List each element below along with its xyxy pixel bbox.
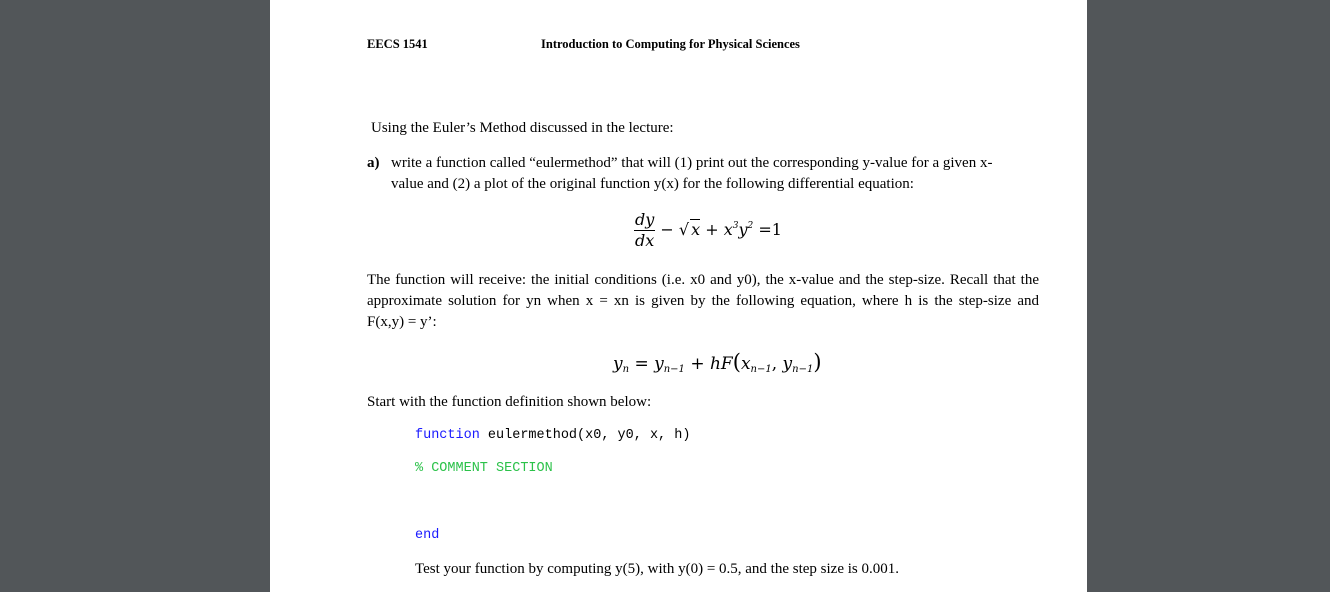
code-function-line [415, 428, 690, 443]
test-text: Test your function by computing y(5), with y(0) = 0.5, and the step size is 0.001. [415, 561, 899, 577]
part-a-label: a) [367, 155, 380, 171]
euler-equation: $y_n = y_{n-1} + hF(x_{n-1}$, $y_{n-1}$) [613, 350, 822, 375]
paragraph-line-3: F(x,y) = y’: [367, 314, 437, 330]
derivative-fraction: $\frac{dy}{dx}$ [635, 210, 655, 250]
course-code: EECS 1541 [367, 37, 428, 51]
start-text: Start with the function definition shown below: [367, 394, 652, 410]
course-title: Introduction to Computing for Physical Sciences [541, 37, 800, 51]
code-comment: % COMMENT SECTION [415, 461, 553, 476]
sqrt-symbol: √ [678, 220, 690, 239]
code-signature: eulermethod(x0, y0, x, h) [479, 428, 691, 443]
document-page [270, 0, 1087, 592]
part-a-line-1: write a function called “eulermethod” that will (1) print out the corresponding y-value for a given x- [391, 155, 993, 171]
paragraph-line-2: approximate solution for yn when x = xn is given by the following equation, where h is the step-size and [367, 293, 1039, 309]
code-end: end [415, 528, 440, 543]
code-keyword-function: function [415, 428, 480, 443]
intro-text: Using the Euler’s Method discussed in the lecture: [371, 120, 674, 136]
differential-equation: $\frac{dy}{dx}$ − √ $x + x^3y^2 =1$ [635, 210, 782, 250]
paragraph-line-1: The function will receive: the initial conditions (i.e. x0 and y0), the x-value and the step-size. Recall that the [367, 272, 1039, 288]
part-a-line-2: value and (2) a plot of the original function y(x) for the following differential equation: [391, 176, 914, 192]
